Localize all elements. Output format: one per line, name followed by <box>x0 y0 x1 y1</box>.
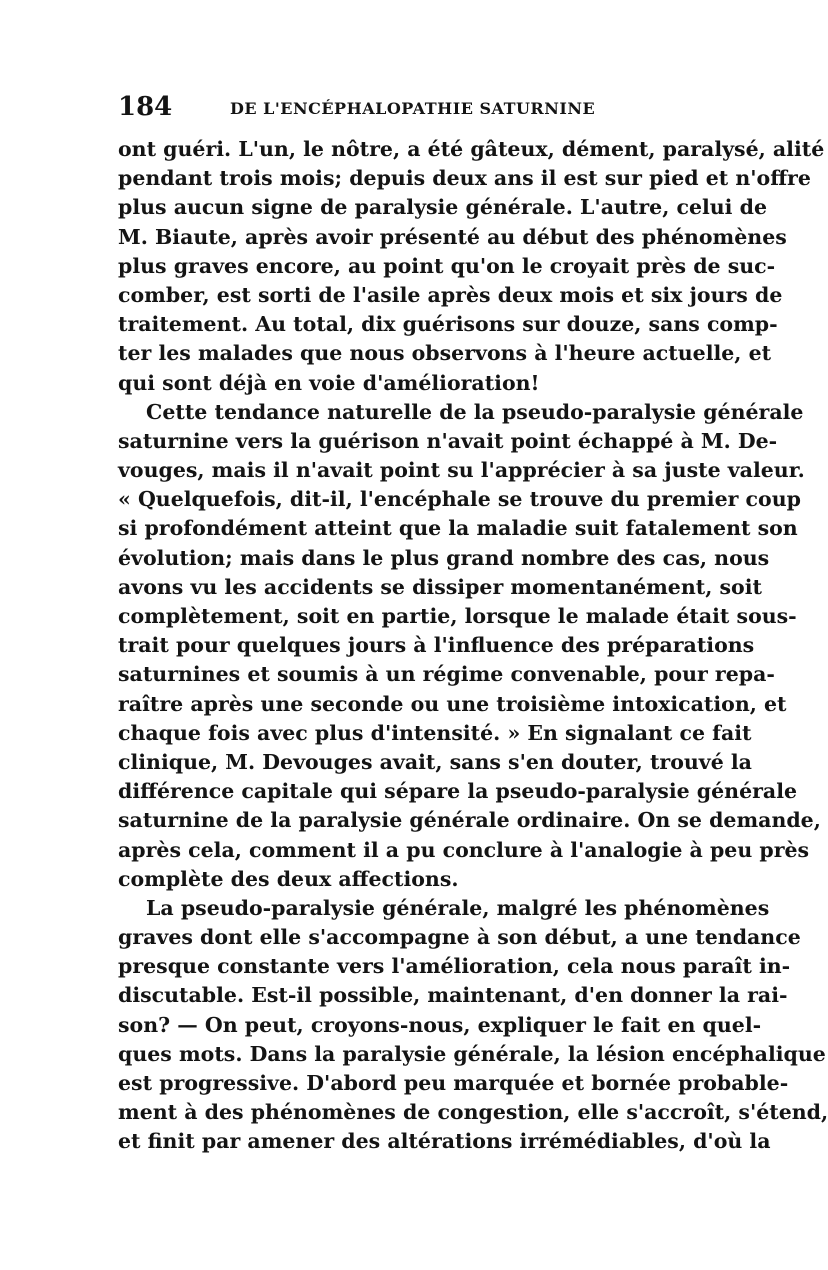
text-line: saturnine de la paralysie générale ordinaire. On se demande, <box>118 808 821 833</box>
text-line: évolution; mais dans le plus grand nombre des cas, nous <box>118 545 770 570</box>
text-line: plus aucun signe de paralysie générale. L'autre, celui de <box>118 195 767 220</box>
text-line: comber, est sorti de l'asile après deux mois et six jours de <box>118 282 783 307</box>
text-line: vouges, mais il n'avait point su l'apprécier à sa juste valeur. <box>118 458 805 483</box>
text-line: et finit par amener des altérations irrémédiables, d'où la <box>118 1129 771 1154</box>
text-line: saturnines et soumis à un régime convenable, pour repa- <box>118 662 775 687</box>
body-text <box>118 135 828 1157</box>
text-line: Cette tendance naturelle de la pseudo-paralysie générale <box>146 399 804 424</box>
text-line: son? — On peut, croyons-nous, expliquer le fait en quel- <box>118 1012 762 1037</box>
text-line: qui sont déjà en voie d'amélioration! <box>118 370 540 395</box>
text-line: pendant trois mois; depuis deux ans il est sur pied et n'offre <box>118 166 811 191</box>
text-line: plus graves encore, au point qu'on le croyait près de suc- <box>118 253 776 278</box>
text-line: raître après une seconde ou une troisième intoxication, et <box>118 691 787 716</box>
text-line: si profondément atteint que la maladie suit fatalement son <box>118 516 798 541</box>
running-head <box>118 92 678 132</box>
text-line: complètement, soit en partie, lorsque le malade était sous- <box>118 604 797 628</box>
text-line: graves dont elle s'accompagne à son début, a une tendance <box>118 925 801 950</box>
text-line: est progressive. D'abord peu marquée et bornée probable- <box>118 1071 789 1095</box>
text-line: ques mots. Dans la paralysie générale, la lésion encéphalique <box>118 1041 826 1066</box>
text-line: chaque fois avec plus d'intensité. » En signalant ce fait <box>118 720 752 745</box>
running-title: DE L'ENCÉPHALOPATHIE SATURNINE <box>230 99 596 118</box>
text-line: avons vu les accidents se dissiper momentanément, soit <box>118 574 762 599</box>
text-line: presque constante vers l'amélioration, cela nous paraît in- <box>118 954 791 979</box>
text-line: La pseudo-paralysie générale, malgré les phénomènes <box>146 895 770 920</box>
text-line: discutable. Est-il possible, maintenant, d'en donner la rai- <box>118 983 788 1008</box>
text-line: ter les malades que nous observons à l'heure actuelle, et <box>118 341 772 366</box>
page-number: 184 <box>118 92 173 122</box>
text-line: différence capitale qui sépare la pseudo-paralysie générale <box>118 779 798 804</box>
text-line: M. Biaute, après avoir présenté au début des phénomènes <box>118 224 787 249</box>
text-line: trait pour quelques jours à l'influence des préparations <box>118 633 755 658</box>
text-line: saturnine vers la guérison n'avait point échappé à M. De- <box>118 428 778 453</box>
text-line: « Quelquefois, dit-il, l'encéphale se trouve du premier coup <box>118 487 801 512</box>
text-line: clinique, M. Devouges avait, sans s'en douter, trouvé la <box>118 749 752 774</box>
text-line: ont guéri. L'un, le nôtre, a été gâteux, dément, paralysé, alité <box>118 137 825 161</box>
text-line: traitement. Au total, dix guérisons sur douze, sans comp- <box>118 312 778 337</box>
text-line: ment à des phénomènes de congestion, elle s'accroît, s'étend, <box>118 1100 828 1125</box>
text-line: après cela, comment il a pu conclure à l'analogie à peu près <box>118 837 810 862</box>
text-line: complète des deux affections. <box>118 866 459 891</box>
